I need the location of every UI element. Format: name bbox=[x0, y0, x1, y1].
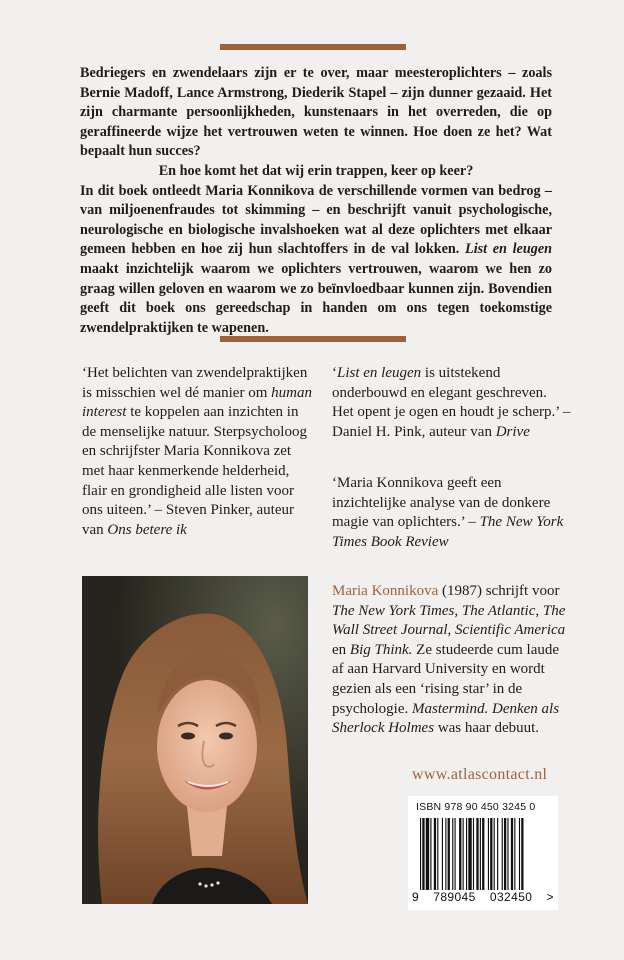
bio-text: was haar debuut. bbox=[437, 720, 540, 737]
barcode-bar bbox=[497, 818, 498, 890]
barcode-bar bbox=[494, 818, 495, 890]
barcode-bar bbox=[480, 818, 481, 890]
publisher-website-link[interactable]: www.atlascontact.nl bbox=[412, 766, 548, 783]
review-quote-nyt bbox=[332, 474, 572, 552]
barcode-bar bbox=[434, 818, 436, 890]
bio-publication: Big Think. bbox=[349, 641, 413, 658]
decorative-rule-top bbox=[220, 44, 406, 50]
quote-source: The New York Times Book Review bbox=[332, 514, 564, 550]
barcode-bar bbox=[426, 818, 429, 890]
quote-italic: human interest bbox=[82, 384, 312, 421]
barcode-bar bbox=[445, 818, 446, 890]
barcode-bar bbox=[463, 818, 464, 890]
barcode-bar bbox=[482, 818, 484, 890]
isbn-digits bbox=[408, 890, 558, 904]
back-cover-blurb bbox=[80, 64, 552, 338]
barcode-bar bbox=[420, 818, 421, 890]
quote-book-title: List en leugen bbox=[337, 365, 422, 381]
quote-text: is uitstekend onderbouwd en elegant geschreven. Het opent je ogen en houdt je scherp.’ – Daniel H. Pink, auteur van bbox=[332, 365, 571, 440]
barcode-bar bbox=[514, 818, 515, 890]
review-quote-pinker bbox=[82, 364, 312, 540]
review-quote-pink bbox=[332, 364, 572, 442]
author-name: Maria Konnikova bbox=[332, 583, 439, 599]
barcode-bar bbox=[468, 818, 471, 890]
barcode-bar bbox=[466, 818, 467, 890]
barcode-bar bbox=[473, 818, 474, 890]
barcode-bar bbox=[437, 818, 438, 890]
barcode-bar bbox=[455, 818, 456, 890]
barcode-bar bbox=[519, 818, 520, 890]
quote-text: te koppelen aan inzichten in de menselijke natuur. Sterpsycholoog en schrijfster Maria Konnikova zet met haar kenmerkende helderheid, flair en grondigheid alle listen voor ons uiteen.’ – Steven Pinker, auteur van bbox=[82, 404, 307, 538]
barcode-icon bbox=[412, 818, 554, 890]
barcode-bar bbox=[502, 818, 503, 890]
book-title-italic: List en leugen bbox=[465, 241, 553, 258]
quote-text: ‘Het belichten van zwendelpraktijken is misschien wel dé manier om bbox=[82, 365, 308, 401]
quote-open-mark: ‘ bbox=[332, 365, 337, 381]
blurb-paragraph-2 bbox=[80, 182, 552, 339]
decorative-rule-middle bbox=[220, 336, 406, 342]
bio-text: Ze studeerde cum laude af aan Harvard University en wordt gezien als een ‘rising star’ in de psychologie. bbox=[332, 641, 560, 717]
blurb-paragraph-1 bbox=[80, 64, 552, 162]
blurb-text-1: Bedriegers en zwendelaars zijn er te over, maar meesteroplichters – zoals Bernie Madoff, Lance Armstrong, Diederik Stapel – zijn dunner gezaaid. Het zijn charmante persoonlijkheden, kunstenaars in het overreden, die op geraffineerde wijze het vertrouwen weten te winnen. Hoe doen ze het? Wat bepaalt hun succes? bbox=[80, 65, 552, 160]
barcode-bar bbox=[521, 818, 523, 890]
barcode-bar bbox=[448, 818, 450, 890]
bio-text: en bbox=[332, 641, 347, 658]
blurb-question bbox=[80, 162, 552, 182]
blurb-text-4: maakt inzichtelijk waarom we oplichters vertrouwen, waarom we hen zo graag willen geloven en waarom we zo beïnvloedbaar kunnen zijn. Bovendien geeft dit boek ons gereedschap in handen om ons tegen toekomstige zwendelpraktijken te wapenen. bbox=[80, 260, 552, 336]
blurb-text-2: En hoe komt het dat wij erin trappen, keer op keer? bbox=[158, 162, 474, 179]
barcode-bar bbox=[430, 818, 431, 890]
barcode-bar bbox=[511, 818, 513, 890]
barcode-bar bbox=[504, 818, 506, 890]
author-photo bbox=[82, 576, 308, 904]
quote-text: ‘Maria Konnikova geeft een inzichtelijke analyse van de donkere magie van oplichters.’ – bbox=[332, 475, 551, 531]
isbn-group-1: 789045 bbox=[433, 890, 476, 904]
isbn-group-2: 032450 bbox=[489, 890, 533, 904]
author-bio bbox=[332, 582, 572, 739]
barcode-bar bbox=[422, 818, 424, 890]
bio-publications: The New York Times, The Atlantic, The Wall Street Journal, Scientific America bbox=[332, 602, 566, 639]
barcode-bar bbox=[442, 818, 443, 890]
blurb-text-3: In dit boek ontleedt Maria Konnikova de verschillende vormen van bedrog – van miljoenenfraudes tot skimming – en beschrijft vanuit psychologische, neurologische en biologische invalshoeken wat al deze oplichters met elkaar gemeen hebben en hoe zij hun slachtoffers in de val lokken. bbox=[80, 182, 552, 258]
bio-book-title: Mastermind. Denken als Sherlock Holmes bbox=[332, 700, 560, 737]
isbn-label: ISBN 978 90 450 3245 0 bbox=[416, 801, 536, 813]
barcode-bar bbox=[507, 818, 508, 890]
barcode-bar bbox=[452, 818, 453, 890]
isbn-first-digit: 9 bbox=[412, 890, 420, 904]
barcode-bar bbox=[488, 818, 489, 890]
isbn-end-mark: > bbox=[546, 890, 554, 904]
barcode-bar bbox=[459, 818, 461, 890]
quote-book-title: Ons betere ik bbox=[107, 521, 187, 538]
quote-book-title: Drive bbox=[495, 423, 530, 440]
bio-text: (1987) schrijft voor bbox=[441, 583, 560, 599]
barcode-bar bbox=[476, 818, 478, 890]
isbn-barcode-panel bbox=[408, 796, 558, 910]
barcode-bar bbox=[490, 818, 492, 890]
